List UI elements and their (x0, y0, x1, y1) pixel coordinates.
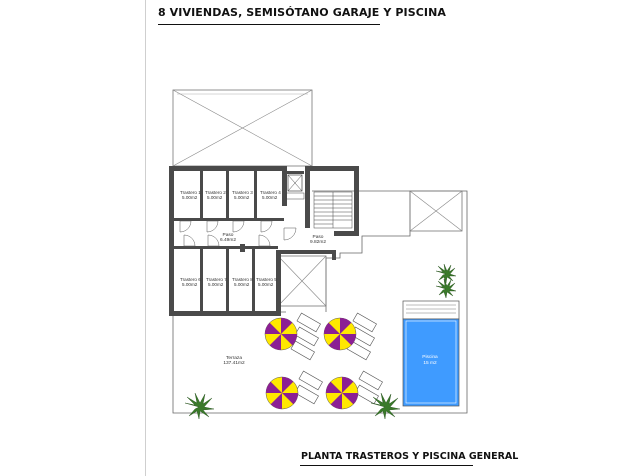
trastero-4-label: Trastero 4 (260, 190, 281, 195)
plant-right-top (436, 264, 456, 283)
light-well-right (410, 191, 462, 231)
trastero-2-label: Trastero 2 (205, 190, 226, 195)
terraza-area: 137.41m2 (223, 361, 245, 366)
light-well-lower (278, 256, 326, 306)
trastero-1-label: Trastero 1 (180, 190, 201, 195)
elevator-icon (286, 175, 304, 199)
trastero-8-label: Trastero 8 (232, 277, 253, 282)
trastero-7-area: 5.00m2 (208, 282, 224, 287)
trastero-6-label: Trastero 6 (180, 277, 201, 282)
umbrella-2 (324, 318, 356, 350)
staircase-icon (314, 192, 352, 228)
piscina-label: Piscina (422, 355, 438, 360)
plant-left (185, 393, 214, 419)
trastero-6-area: 5.00m2 (182, 282, 198, 287)
terraza-label: Terraza (226, 356, 242, 361)
pool (403, 301, 459, 406)
door-swings (180, 221, 296, 246)
paso-2-area: 9.82m2 (310, 240, 326, 245)
subtitle-underline (300, 465, 473, 466)
trastero-7-label: Trastero 7 (206, 277, 227, 282)
umbrella-1 (265, 318, 297, 350)
umbrella-4 (326, 377, 358, 409)
paso-1-area: 6.49m2 (220, 238, 236, 243)
trastero-3-label: Trastero 3 (232, 190, 253, 195)
trastero-2-area: 5.00m2 (207, 195, 223, 200)
trastero-3-area: 5.00m2 (234, 195, 250, 200)
trastero-5-area: 5.00m2 (258, 282, 274, 287)
trastero-1-area: 5.00m2 (182, 195, 198, 200)
sheet-title: 8 VIVIENDAS, SEMISÓTANO GARAJE Y PISCINA (158, 6, 447, 19)
trastero-5-label: Trastero 5 (256, 277, 277, 282)
light-well-top (173, 90, 312, 166)
sheet-subtitle: PLANTA TRASTEROS Y PISCINA GENERAL (301, 451, 519, 462)
piscina-area: 15 m2 (423, 361, 437, 366)
trastero-8-area: 5.00m2 (234, 282, 250, 287)
umbrella-3 (266, 377, 298, 409)
paso-1-label: Paso (222, 233, 234, 238)
paso-2-label: Paso (312, 235, 324, 240)
trastero-4-area: 5.00m2 (262, 195, 278, 200)
